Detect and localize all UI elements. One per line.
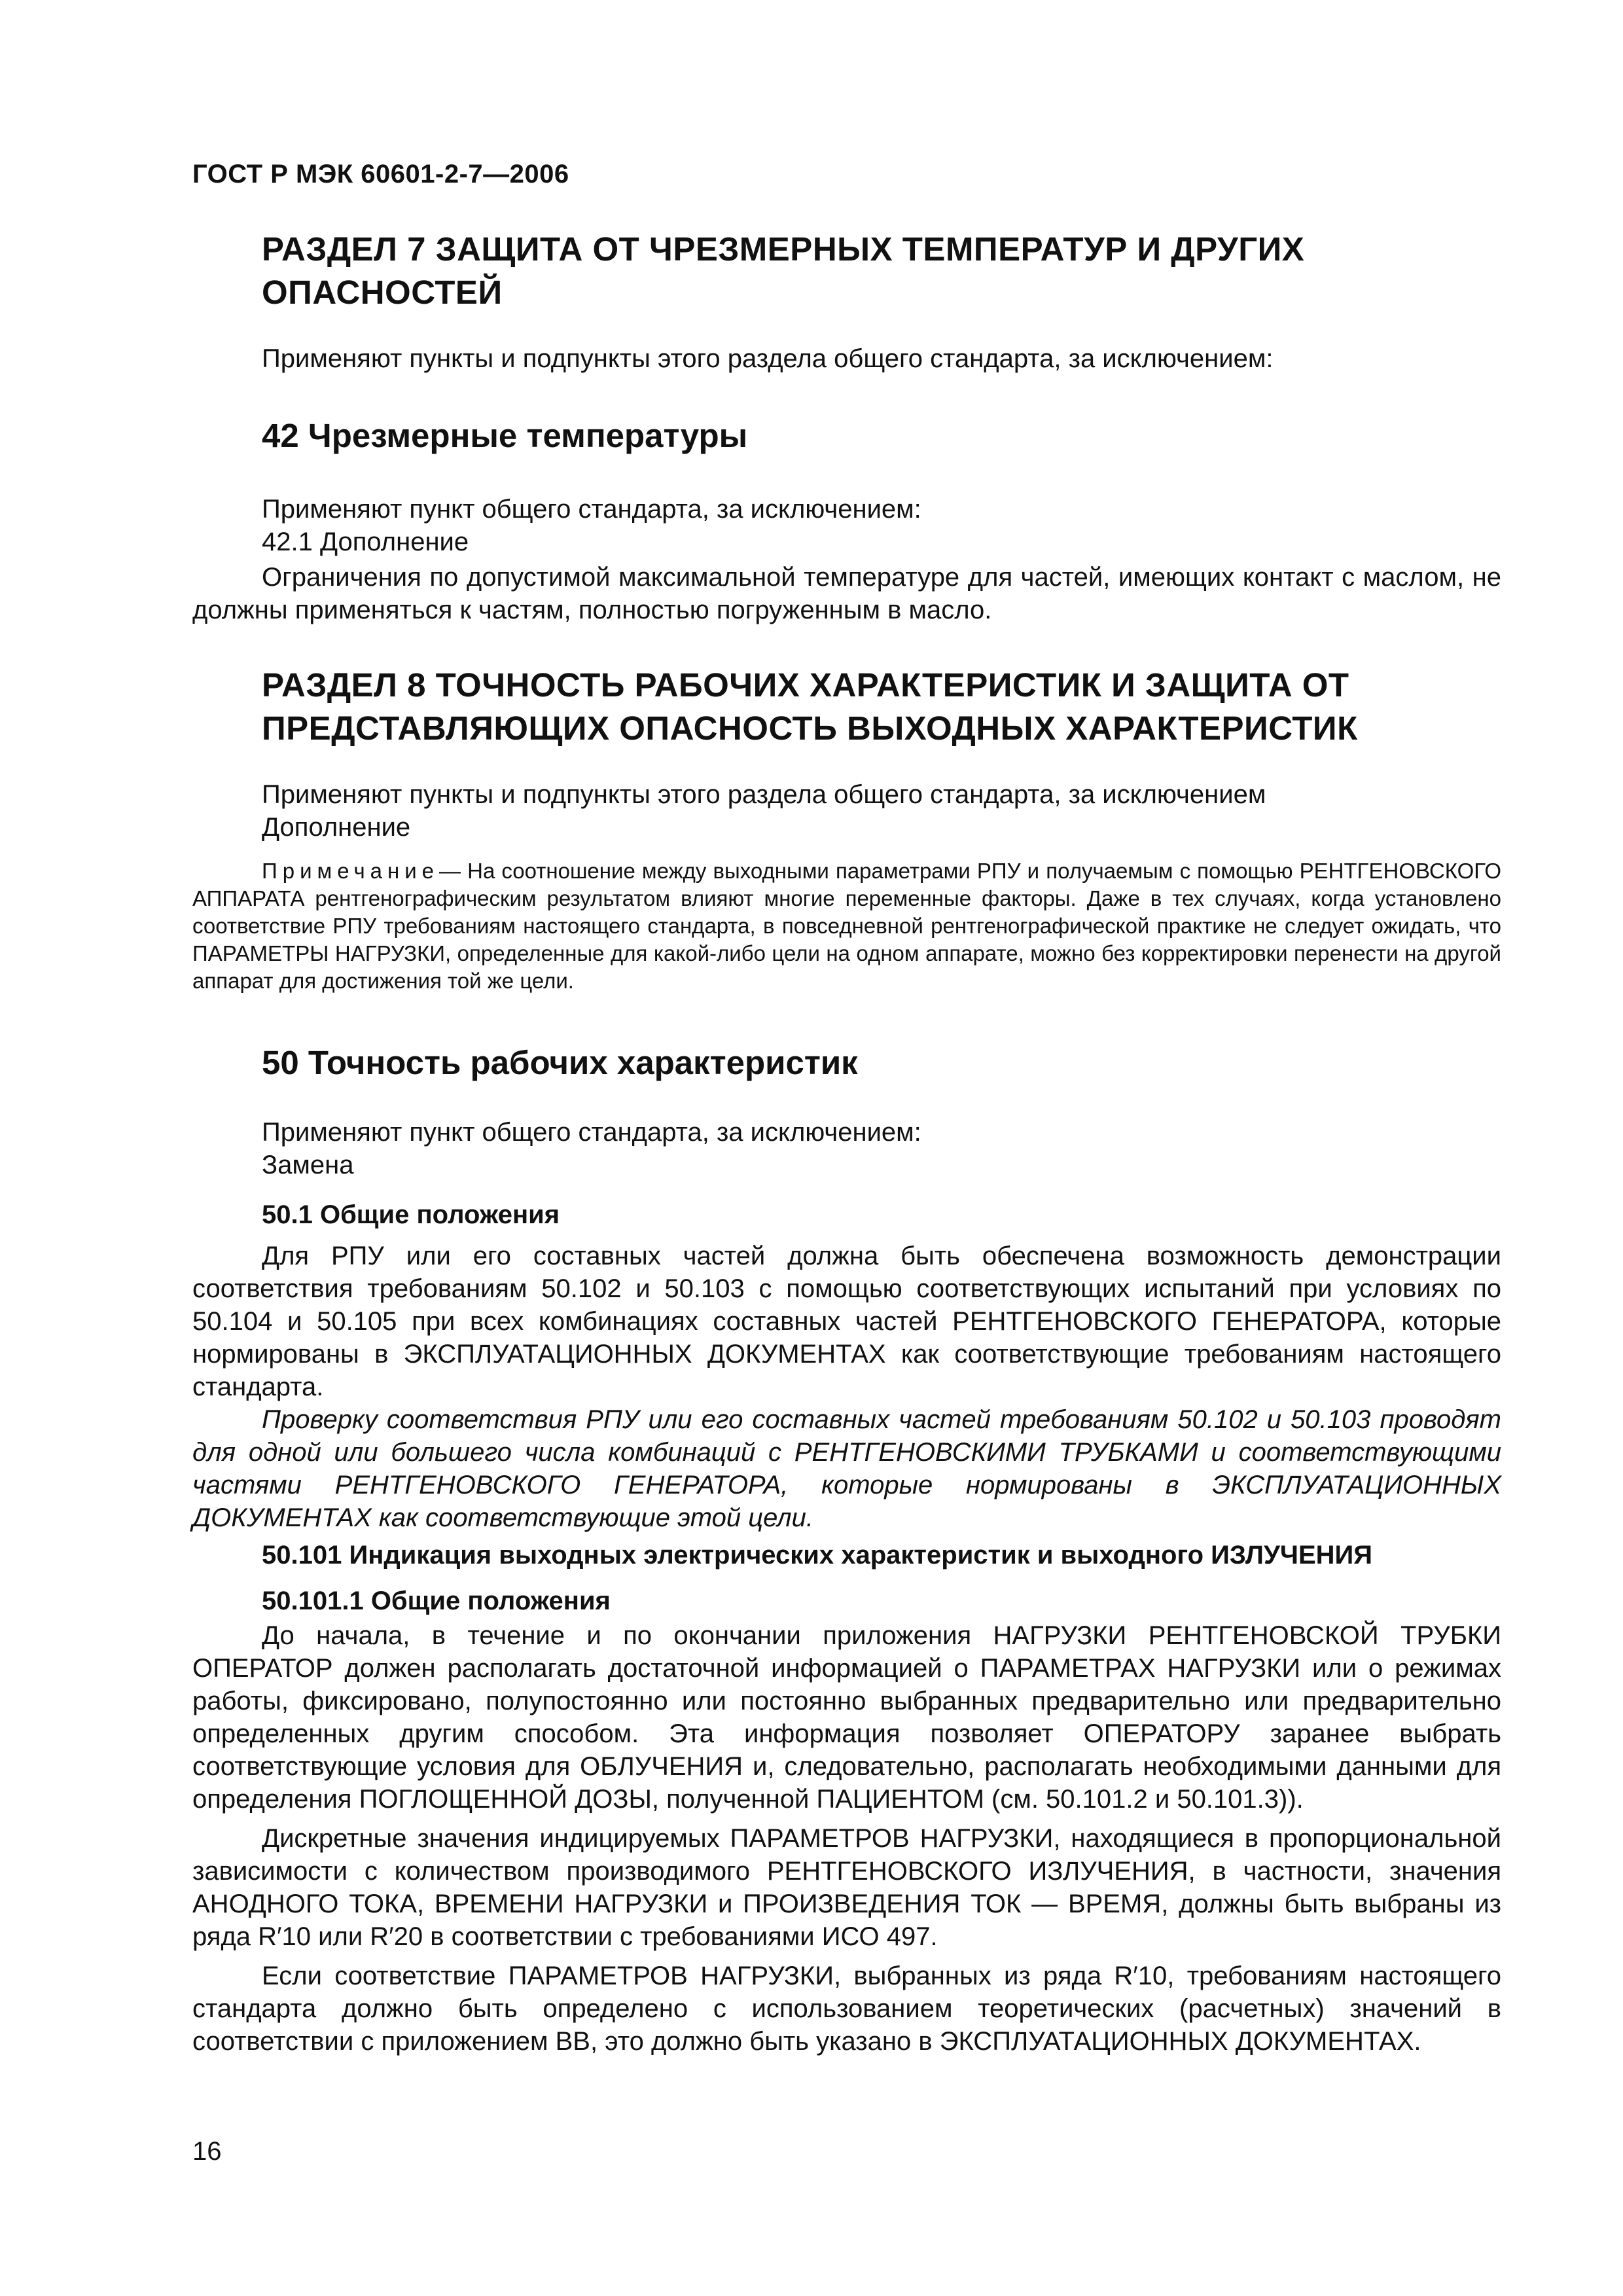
clause-42-1-text: Ограничения по допустимой максимальной температуре для частей, имеющих контакт с маслом, не должны применяться к частям, полностью погруженным в масло. [192, 563, 1501, 624]
page-number: 16 [192, 2137, 222, 2166]
clause-50-1-title: 50.1 Общие положения [262, 1200, 560, 1229]
section-7-title: РАЗДЕЛ 7 ЗАЩИТА ОТ ЧРЕЗМЕРНЫХ ТЕМПЕРАТУР И ДРУГИХ ОПАСНОСТЕЙ [262, 230, 1305, 311]
clause-50-101-1-title: 50.101.1 Общие положения [262, 1587, 611, 1615]
clause-50-replace: Замена [262, 1151, 354, 1179]
clause-50-1-paragraph-2: Проверку соответствия РПУ или его составных частей требованиям 50.102 и 50.103 проводят для одной или большего числа комбинаций с РЕНТГЕНОВСКИМИ ТРУБКАМИ и соответствующими частями РЕНТГЕНОВСКОГО ГЕНЕРАТОРА, которые нормированы в ЭКСПЛУАТАЦИОННЫХ ДОКУМЕНТАХ как соответствующие этой цели. [192, 1405, 1501, 1532]
clause-42-intro: Применяют пункт общего стандарта, за исключением: [262, 495, 921, 524]
section-8-title: РАЗДЕЛ 8 ТОЧНОСТЬ РАБОЧИХ ХАРАКТЕРИСТИК И ЗАЩИТА ОТ ПРЕДСТАВЛЯЮЩИХ ОПАСНОСТЬ ВЫХОДНЫХ ХАРАКТЕРИСТИК [262, 666, 1358, 747]
note-text: — На соотношение между выходными параметрами РПУ и получаемым с помощью РЕНТГЕНОВСКОГО АППАРАТА рентгенографическим результатом влияют многие переменные факторы. Даже в тех случаях, когда установлено соответствие РПУ требованиям настоящего стандарта, в повседневной рентгенографической практике не следует ожидать, что ПАРАМЕТРЫ НАГРУЗКИ, определенные для какой-либо цели на одном аппарате, можно без корректировки перенести на другой аппарат для достижения той же цели. [192, 859, 1501, 993]
clause-50-title: 50 Точность рабочих характеристик [262, 1044, 858, 1081]
section-8-intro: Применяют пункты и подпункты этого раздела общего стандарта, за исключением [262, 780, 1266, 809]
clause-50-101-1-paragraph-2: Дискретные значения индицируемых ПАРАМЕТРОВ НАГРУЗКИ, находящиеся в пропорциональной зависимости с количеством производимого РЕНТГЕНОВСКОГО ИЗЛУЧЕНИЯ, в частности, значения АНОДНОГО ТОКА, ВРЕМЕНИ НАГРУЗКИ и ПРОИЗВЕДЕНИЯ ТОК — ВРЕМЯ, должны быть выбраны из ряда R′10 или R′20 в соответствии с требованиями ИСО 497. [192, 1824, 1501, 1951]
clause-42-1-heading: 42.1 Дополнение [262, 528, 469, 556]
section-7-intro: Применяют пункты и подпункты этого раздела общего стандарта, за исключением: [262, 344, 1274, 373]
clause-50-101-1-paragraph-1: До начала, в течение и по окончании приложения НАГРУЗКИ РЕНТГЕНОВСКОЙ ТРУБКИ ОПЕРАТОР должен располагать достаточной информацией о ПАРАМЕТРАХ НАГРУЗКИ или о режимах работы, фиксировано, полупостоянно или постоянно выбранных предварительно или предварительно определенных другим способом. Эта информация позволяет ОПЕРАТОРУ заранее выбрать соответствующие условия для ОБЛУЧЕНИЯ и, следовательно, располагать необходимыми данными для определения ПОГЛОЩЕННОЙ ДОЗЫ, полученной ПАЦИЕНТОМ (см. 50.101.2 и 50.101.3)). [192, 1621, 1501, 1814]
clause-50-1-paragraph-1: Для РПУ или его составных частей должна быть обеспечена возможность демонстрации соответствия требованиям 50.102 и 50.103 с помощью соответствующих испытаний при условиях по 50.104 и 50.105 при всех комбинациях составных частей РЕНТГЕНОВСКОГО ГЕНЕРАТОРА, которые нормированы в ЭКСПЛУАТАЦИОННЫХ ДОКУМЕНТАХ как соответствующие требованиям настоящего стандарта. [192, 1242, 1501, 1401]
note-lead: Примечание [262, 859, 440, 883]
clause-42-title: 42 Чрезмерные температуры [262, 417, 748, 454]
clause-50-101-title: 50.101 Индикация выходных электрических характеристик и выходного ИЗЛУЧЕНИЯ [262, 1541, 1373, 1570]
clause-50-101-1-paragraph-3: Если соответствие ПАРАМЕТРОВ НАГРУЗКИ, выбранных из ряда R′10, требованиям настоящего стандарта должно быть определено с использованием теоретических (расчетных) значений в соответствии с приложением ВВ, это должно быть указано в ЭКСПЛУАТАЦИОННЫХ ДОКУМЕНТАХ. [192, 1962, 1501, 2056]
section-8-addition: Дополнение [262, 813, 411, 842]
document-header: ГОСТ Р МЭК 60601-2-7—2006 [192, 160, 569, 188]
section-8-note [192, 857, 1501, 995]
clause-50-intro: Применяют пункт общего стандарта, за исключением: [262, 1118, 921, 1147]
